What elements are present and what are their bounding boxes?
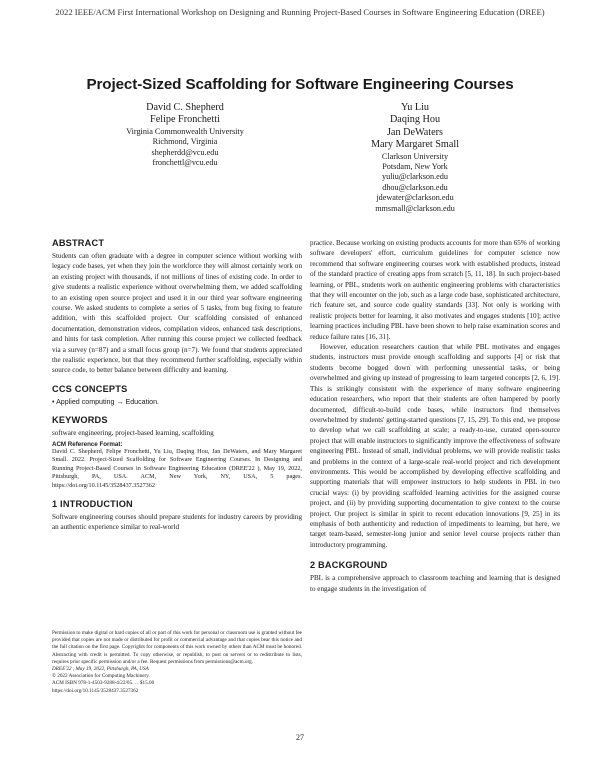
permission-isbn: ACM ISBN 978-1-4503-9288-4/22/05. . . $15.00	[52, 680, 155, 687]
affiliation: Clarkson University	[381, 151, 449, 161]
introduction-heading: 1 INTRODUCTION	[52, 498, 133, 509]
author-name: Mary Margaret Small	[370, 139, 460, 151]
permission-footnote	[52, 630, 302, 695]
permission-text: Permission to make digital or hard copies of all or part of this work for personal or classroom use is granted without fee provided that copies are not made or distributed for profit or commercial advantage and that copies bear this notice and the full citation on the first page. Copyrights for components of this work owned by others than ACM must be honored. Abstracting with credit is permitted. To copy otherwise, or republish, to post on servers or to redistribute to lists, requires prior specific permission and/or a fee. Request permissions from permissions@acm.org.	[52, 630, 302, 665]
permission-doi: https://doi.org/10.1145/3528437.3527362	[52, 687, 139, 694]
author-block-left	[100, 102, 270, 168]
abstract-text: Students can often graduate with a degree in computer science without working with legacy code bases, yet when they join the workforce they will almost certainly work on an existing project with thousands, if not millions of lines of existing code. In order to give students a realistic experience without overwhelming them, we added scaffolding to an existing open source project and used it in our third year software engineering course. We asked students to complete a series of 5 tasks, from bug fixing to feature addition, with this scaffolded project. Our scaffolding consisted of enhanced documentation, demonstration videos, compilation videos, enhanced task descriptions, and hints for task completion. After running this course project we collected feedback via a survey (n=87) and a small focus group (n=7). We found that students appreciated the realistic experience, but that they recommend further scaffolding, especially within source code, to better balance between difficulty and learning.	[52, 252, 302, 375]
author-email: mmsmall@clarkson.edu	[375, 203, 455, 213]
abstract-heading: ABSTRACT	[52, 238, 105, 248]
author-email: fronchettl@vcu.edu	[152, 158, 218, 168]
intro-paragraph-2: However, education researchers caution that while PBL motivates and engages students, instructors must provide enough scaffolding and supports [4] or risk that students become bogged down with performing unessential tasks, or being overwhelmed and giving up instead of progressing to learn targeted concepts [2, 6, 19]. This is strikingly consistent with the experience of many software engineering education researchers, who report that their students are often hampered by poorly documented, difficult-to-build code bases, while instructors find themselves overwhelmed by students' getting-started questions [7, 15, 29]. To this end, we propose to develop what we call scaffolding at scale; a ready-to-use, curated open-source project that will enable instructors to significantly improve the effectiveness of software engineering PBL. Instead of small, individual problems, we will provide realistic tasks and problems in the context of a large-scale real-world project and rich development environments. This would be accomplished by developing effective scaffolding and supporting materials that will empower instructors to help students in PBL in two crucial ways: (i) by providing scaffolded learning activities for the assigned course project, and (ii) by providing supporting documentation to give context to the course project. Our project is similar in spirit to recent education innovations [9, 25] in its emphasis of both authenticity and reduction of impediments to learning, but here, we target team-based, semester-long junior and senior level course projects rather than introductory programming.	[310, 343, 560, 549]
ccs-heading: CCS CONCEPTS	[52, 383, 128, 394]
author-block-right	[330, 102, 500, 214]
keywords-text: software engineering, project-based learning, scaffolding	[52, 429, 214, 438]
author-email: yuliu@clarkson.edu	[382, 172, 448, 182]
acm-reference-heading: ACM Reference Format:	[52, 440, 123, 448]
page-number: 27	[296, 733, 304, 742]
author-name: Yu Liu	[400, 102, 429, 113]
author-name: Jan DeWaters	[386, 126, 444, 138]
affiliation-location: Potsdam, New York	[382, 162, 448, 172]
author-name: Felipe Fronchetti	[150, 114, 220, 126]
background-heading: 2 BACKGROUND	[310, 560, 388, 571]
permission-venue: DREE'22 , May 19, 2022, Pittsburgh, PA, USA	[52, 666, 149, 673]
author-email: shepherdd@vcu.edu	[151, 147, 219, 157]
introduction-text: Software engineering courses should prepare students for industry careers by providing an authentic experience similar to real-world	[52, 512, 302, 532]
left-column	[52, 238, 302, 532]
author-name: David C. Shepherd	[146, 102, 224, 113]
affiliation: Virginia Commonwealth University	[126, 126, 244, 136]
author-name: Daqing Hou	[389, 114, 441, 126]
conference-header: 2022 IEEE/ACM First International Workshop on Designing and Running Project-Based Courses in Software Engineering Education (DREE)	[55, 7, 545, 17]
keywords-heading: KEYWORDS	[52, 415, 108, 426]
author-email: dhou@clarkson.edu	[382, 182, 448, 192]
affiliation-location: Richmond, Virginia	[152, 137, 218, 147]
intro-paragraph-1: practice. Because working on existing products accounts for more than 65% of working software developers' effort, curriculum guidelines for computer science now recommend that software engineering courses work with established products, instead of the standard practice of creating apps from scratch [5, 11, 18]. In such project-based learning, or PBL, students work on authentic engineering problems with characteristics that they will encounter on the job, such as a large code base, sophisticated architecture, rich feature set, and source code quality standards [33]. Not only is working with realistic projects better for learning, it also motivates and engages students [10]; active learning practices including PBL have been shown to help raise examination scores and reduce failure rates [16, 31].	[310, 239, 560, 341]
ccs-item: • Applied computing → Education.	[52, 397, 159, 406]
background-text: PBL is a comprehensive approach to classroom teaching and learning that is designed to engage students in the investigation of	[310, 574, 560, 593]
right-column	[310, 238, 560, 594]
paper-title: Project-Sized Scaffolding for Software Engineering Courses	[86, 76, 514, 93]
permission-copyright: © 2022 Association for Computing Machinery.	[52, 673, 150, 680]
author-email: jdewater@clarkson.edu	[376, 193, 454, 203]
acm-reference-text: David C. Shepherd, Felipe Fronchetti, Yu Liu, Daqing Hou, Jan DeWaters, and Mary Margaret Small. 2022. Project-Sized Scaffolding for Software Engineering Courses. In Designing and Running Project-Based Courses in Software Engineering Education (DREE'22 ), May 19, 2022, Pittsburgh, PA, USA. ACM, New York, NY, USA, 5 pages. https://doi.org/10.1145/3528437.3527362	[52, 447, 302, 490]
